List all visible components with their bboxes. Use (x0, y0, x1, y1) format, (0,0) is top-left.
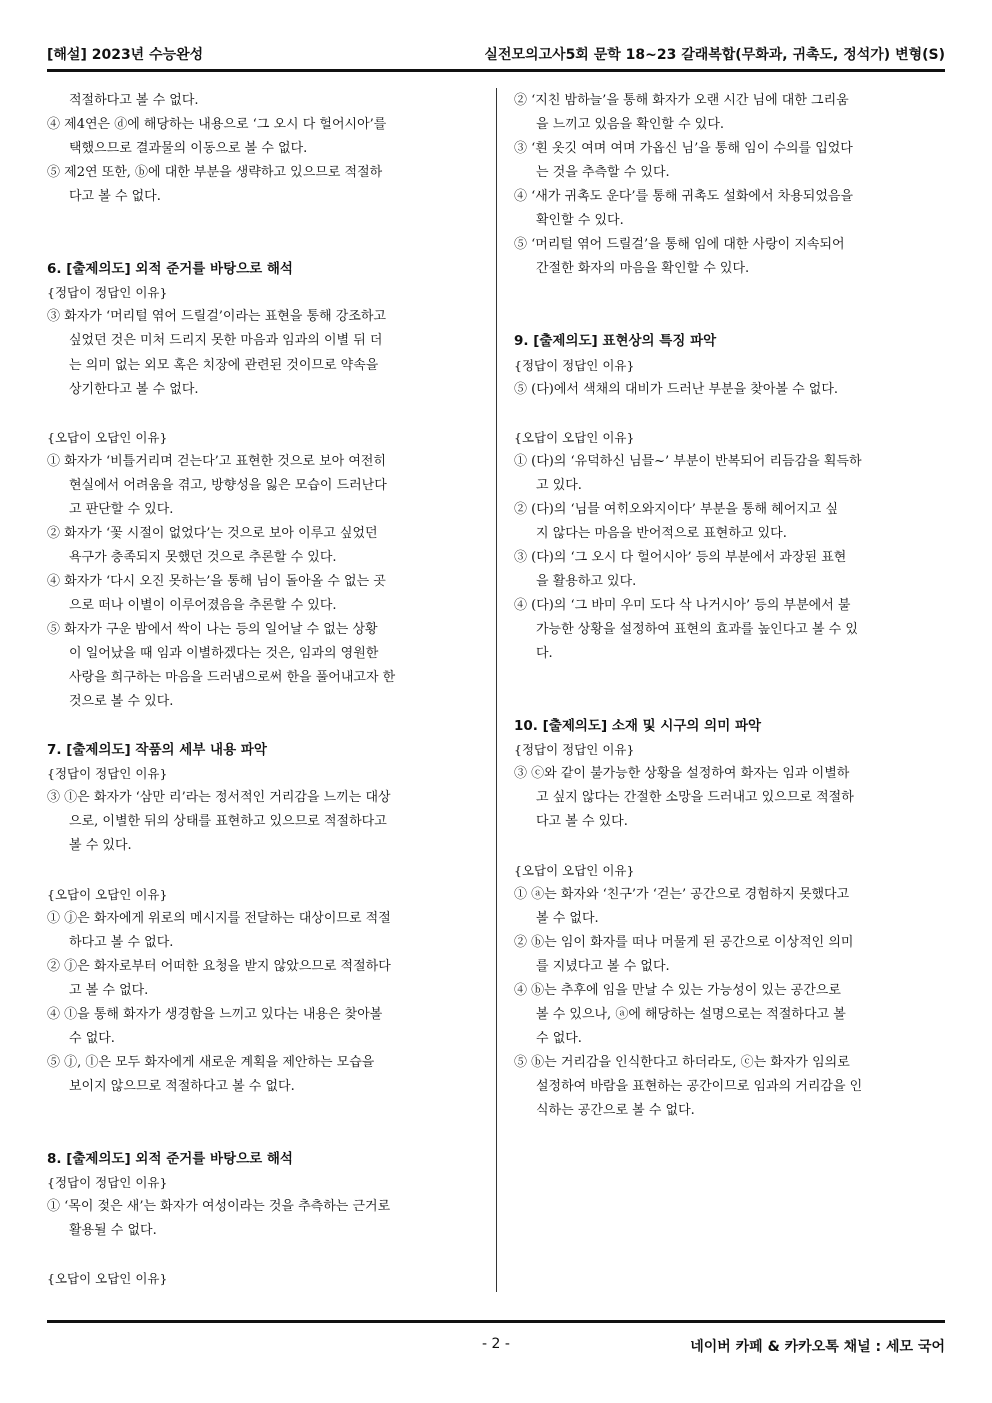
body-line: 보이지 않으므로 적절하다고 볼 수 없다. (69, 1078, 295, 1094)
body-line: 을 활용하고 있다. (536, 573, 637, 589)
column-divider (496, 88, 497, 1292)
blank-line (47, 233, 477, 257)
body-line: ① 화자가 ‘비틀거리며 걷는다’고 표현한 것으로 보아 여전히 (47, 453, 387, 469)
header-rule (47, 69, 945, 72)
body-line: ④ ‘새가 귀촉도 운다’를 통해 귀촉도 설화에서 차용되었음을 (514, 189, 854, 205)
blank-line (514, 281, 944, 305)
body-line: ③ (다)의 ‘그 오시 다 헐어시아’ 등의 부분에서 과장된 표현 (514, 549, 847, 565)
blank-line (47, 1243, 477, 1267)
body-line: ② ⓙ은 화자로부터 어떠한 요청을 받지 않았으므로 적절하다 (47, 958, 391, 974)
body-line: 간절한 화자의 마음을 확인할 수 있다. (536, 261, 750, 277)
body-line: 고 있다. (536, 477, 582, 493)
answer-label: {정답이 정답인 이유} (514, 742, 635, 758)
body-line: 를 지녔다고 볼 수 없다. (536, 958, 670, 974)
body-line: 수 없다. (536, 1030, 582, 1046)
section-title: 8. [출제의도] 외적 준거를 바탕으로 해석 (47, 1151, 293, 1168)
blank-line (47, 1123, 477, 1147)
body-line: 가능한 상황을 설정하여 표현의 효과를 높인다고 볼 수 있 (536, 622, 858, 638)
header-right: 실전모의고사5회 문학 18~23 갈래복합(무화과, 귀촉도, 정석가) 변형(S) (484, 47, 945, 63)
body-line: 이 일어났을 때 임과 이별하겠다는 것은, 임과의 영원한 (69, 646, 379, 662)
body-line: ① ⓐ는 화자와 ‘친구’가 ‘걷는’ 공간으로 경험하지 못했다고 (514, 886, 850, 902)
blank-line (514, 690, 944, 714)
body-line: 으로, 이별한 뒤의 상태를 표현하고 있으므로 적절하다고 (69, 814, 387, 830)
blank-line (47, 209, 477, 233)
answer-label: {오답이 오답인 이유} (514, 862, 635, 878)
body-line: ⑤ 제2연 또한, ⓑ에 대한 부분을 생략하고 있으므로 적절하 (47, 165, 383, 181)
answer-label: {정답이 정답인 이유} (47, 285, 168, 301)
body-line: 설정하여 바람을 표현하는 공간이므로 임과의 거리감을 인 (536, 1078, 863, 1094)
blank-line (47, 402, 477, 426)
body-line: ⑤ (다)에서 색채의 대비가 드러난 부분을 찾아볼 수 없다. (514, 381, 839, 397)
body-line: 상기한다고 볼 수 없다. (69, 381, 199, 397)
body-line: 는 것을 추측할 수 있다. (536, 165, 670, 181)
body-line: ③ ⓒ와 같이 불가능한 상황을 설정하여 화자는 임과 이별하 (514, 766, 850, 782)
section-title: 9. [출제의도] 표현상의 특징 파악 (514, 333, 717, 350)
body-line: ③ ‘흰 옷깃 여며 여며 가옵신 님’을 통해 임이 수의를 입었다 (514, 141, 853, 157)
right-column (514, 89, 944, 1123)
footer-rule (47, 1320, 945, 1323)
body-line: 하다고 볼 수 없다. (69, 934, 174, 950)
body-line: 적절하다고 볼 수 없다. (69, 93, 199, 108)
blank-line (514, 666, 944, 690)
body-line: 다고 볼 수 없다. (69, 189, 161, 205)
body-line: ② ‘지친 밤하늘’을 통해 화자가 오랜 시간 님에 대한 그리움 (514, 93, 849, 108)
header-left: [해설] 2023년 수능완성 (47, 47, 204, 63)
answer-label: {정답이 정답인 이유} (47, 1175, 168, 1191)
blank-line (514, 305, 944, 329)
body-line: ④ ⓑ는 추후에 임을 만날 수 있는 가능성이 있는 공간으로 (514, 982, 841, 998)
body-line: 고 판단할 수 있다. (69, 501, 174, 517)
body-line: ① (다)의 ‘유덕하신 님믈~’ 부분이 반복되어 리듬감을 획득하 (514, 453, 862, 469)
body-line: 는 의미 없는 외모 혹은 치장에 관련된 것이므로 약속을 (69, 357, 379, 373)
body-line: ③ 화자가 ‘머리털 엮어 드릴걸’이라는 표현을 통해 강조하고 (47, 309, 387, 325)
body-line: 활용될 수 없다. (69, 1223, 157, 1239)
body-line: 지 않다는 마음을 반어적으로 표현하고 있다. (536, 525, 787, 541)
answer-label: {오답이 오답인 이유} (47, 1271, 168, 1287)
body-line: 사랑을 희구하는 마음을 드러냄으로써 한을 풀어내고자 한 (69, 670, 396, 686)
body-line: 다고 볼 수 있다. (536, 814, 628, 830)
body-line: 을 느끼고 있음을 확인할 수 있다. (536, 117, 725, 133)
body-line: 볼 수 있다. (69, 838, 132, 854)
blank-line (47, 714, 477, 738)
left-column (47, 89, 477, 1291)
body-line: 고 싶지 않다는 간절한 소망을 드러내고 있으므로 적절하 (536, 790, 854, 806)
blank-line (514, 834, 944, 858)
body-line: ④ (다)의 ‘그 바미 우미 도다 삭 나거시아’ 등의 부분에서 불 (514, 597, 851, 613)
body-line: 볼 수 있으나, ⓐ에 해당하는 설명으로는 적절하다고 볼 (536, 1006, 846, 1022)
answer-label: {정답이 정답인 이유} (514, 357, 635, 373)
body-line: 현실에서 어려움을 겪고, 방향성을 잃은 모습이 드러난다 (69, 477, 387, 493)
answer-label: {정답이 정답인 이유} (47, 766, 168, 782)
body-line: ② 화자가 ‘꽃 시절이 없었다’는 것으로 보아 이루고 싶었던 (47, 525, 378, 541)
body-line: ② (다)의 ‘님믈 여ᄒᆡ오와지이다’ 부분을 통해 헤어지고 싶 (514, 501, 839, 517)
body-line: 확인할 수 있다. (536, 213, 624, 229)
blank-line (47, 1099, 477, 1123)
answer-label: {오답이 오답인 이유} (47, 886, 168, 902)
body-line: ⑤ ⓙ, ⓛ은 모두 화자에게 새로운 계획을 제안하는 모습을 (47, 1054, 375, 1070)
page-number: - 2 - (482, 1336, 510, 1352)
body-line: 으로 떠나 이별이 이루어졌음을 추론할 수 있다. (69, 597, 337, 613)
body-line: 수 없다. (69, 1030, 115, 1046)
body-line: ② ⓑ는 임이 화자를 떠나 머물게 된 공간으로 이상적인 의미 (514, 934, 854, 950)
section-title: 7. [출제의도] 작품의 세부 내용 파악 (47, 742, 267, 759)
body-line: ④ 제4연은 ⓓ에 해당하는 내용으로 ‘그 오시 다 헐어시아’를 (47, 117, 387, 133)
body-line: ④ 화자가 ‘다시 오진 못하는’을 통해 님이 돌아올 수 없는 곳 (47, 573, 386, 589)
body-line: ① ⓙ은 화자에게 위로의 메시지를 전달하는 대상이므로 적절 (47, 910, 391, 926)
body-line: ① ‘목이 젖은 새’는 화자가 여성이라는 것을 추측하는 근거로 (47, 1199, 391, 1215)
answer-label: {오답이 오답인 이유} (47, 429, 168, 445)
blank-line (514, 402, 944, 426)
body-line: 싶었던 것은 미처 드리지 못한 마음과 임과의 이별 뒤 더 (69, 333, 383, 349)
body-line: ④ ⓛ을 통해 화자가 생경함을 느끼고 있다는 내용은 찾아볼 (47, 1006, 383, 1022)
body-line: 택했으므로 결과물의 이동으로 볼 수 없다. (69, 141, 308, 157)
body-line: ⑤ ⓑ는 거리감을 인식한다고 하더라도, ⓒ는 화자가 임의로 (514, 1054, 850, 1070)
answer-label: {오답이 오답인 이유} (514, 429, 635, 445)
section-title: 6. [출제의도] 외적 준거를 바탕으로 해석 (47, 261, 293, 278)
footer-channel: 네이버 카페 & 카카오톡 채널 : 세모 국어 (690, 1339, 945, 1355)
body-line: 욕구가 충족되지 못했던 것으로 추론할 수 있다. (69, 549, 337, 565)
body-line: ⑤ 화자가 구운 밤에서 싹이 나는 등의 일어날 수 없는 상황 (47, 622, 378, 638)
body-line: 식하는 공간으로 볼 수 없다. (536, 1102, 695, 1118)
body-line: 고 볼 수 없다. (69, 982, 149, 998)
body-line: 것으로 볼 수 있다. (69, 694, 174, 710)
body-line: 볼 수 없다. (536, 910, 599, 926)
section-title: 10. [출제의도] 소재 및 시구의 의미 파악 (514, 718, 762, 735)
body-line: ⑤ ‘머리털 엮어 드릴걸’을 통해 임에 대한 사랑이 지속되어 (514, 237, 845, 253)
blank-line (47, 859, 477, 883)
body-line: 다. (536, 646, 553, 662)
body-line: ③ ⓛ은 화자가 ‘삼만 리’라는 정서적인 거리감을 느끼는 대상 (47, 790, 391, 806)
